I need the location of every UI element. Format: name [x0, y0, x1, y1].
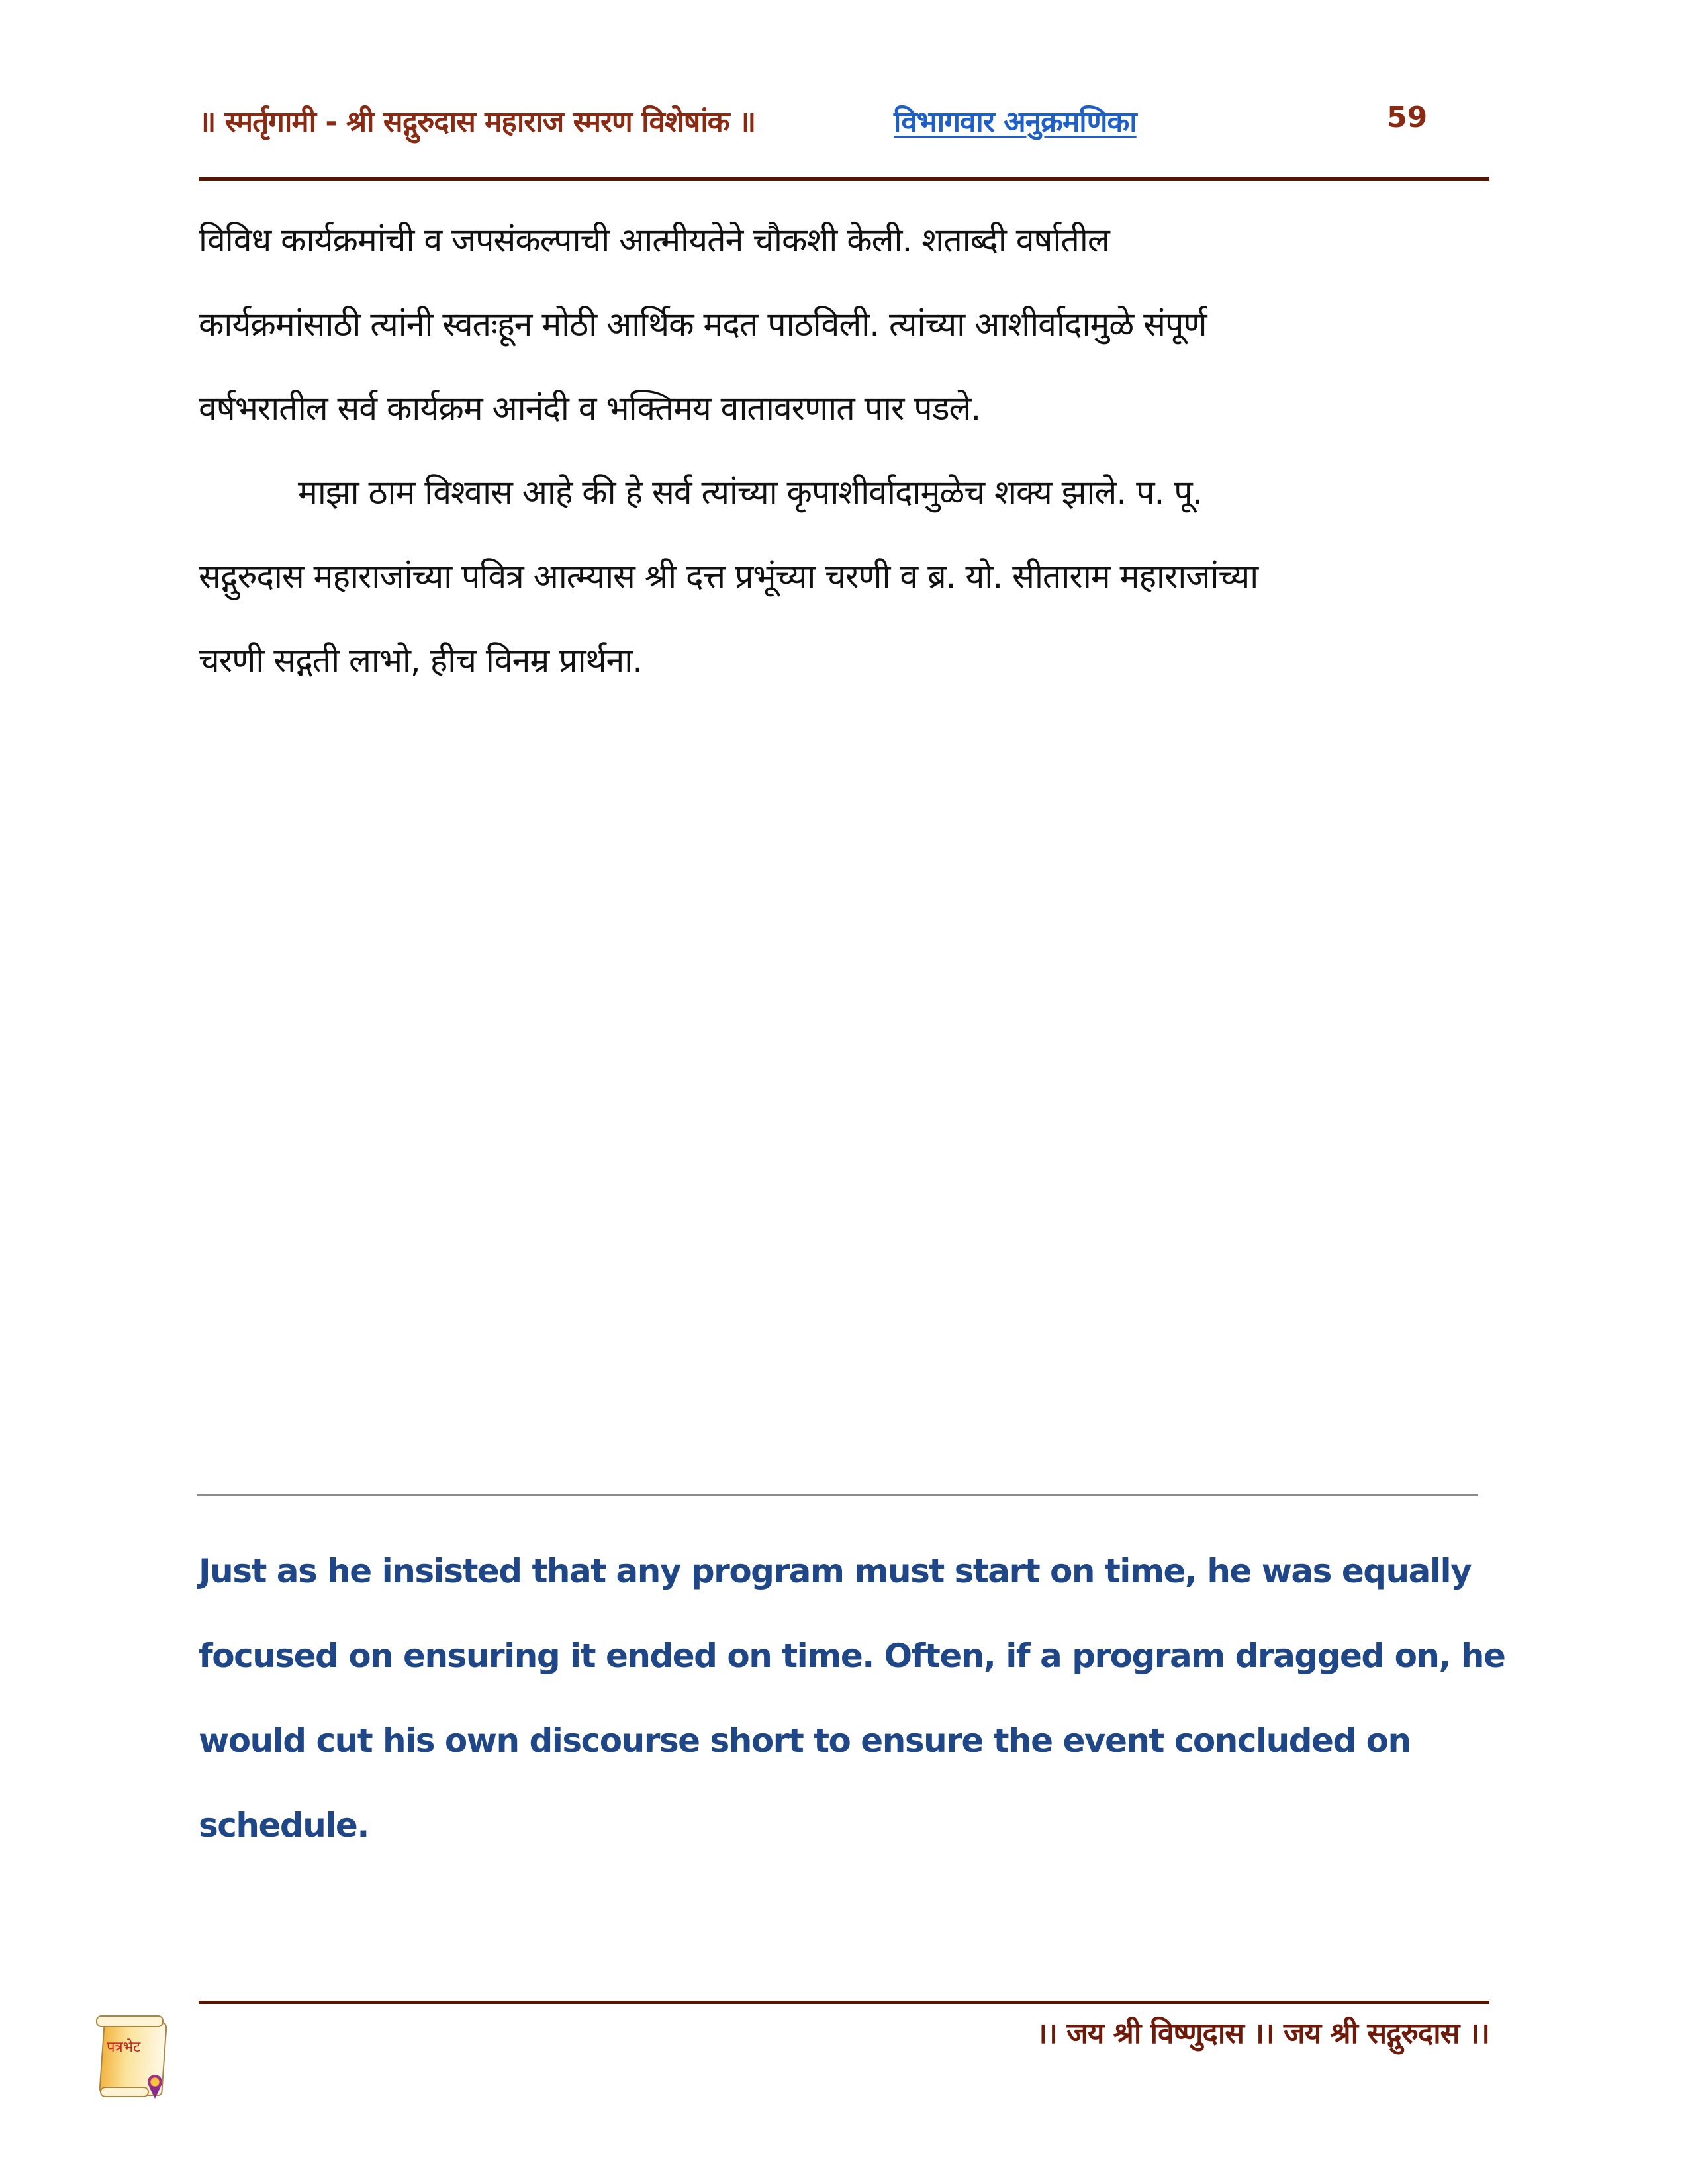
english-line: focused on ensuring it ended on time. Often, if a program dragged on, he — [199, 1637, 1505, 1675]
scroll-roll-bottom — [100, 2087, 149, 2097]
scroll-roll-top — [96, 2015, 164, 2027]
english-translation — [199, 1529, 1505, 1868]
marathi-line: कार्यक्रमांसाठी त्यांनी स्वतःहून मोठी आर्थिक मदत पाठविली. त्यांच्या आशीर्वादामुळे संपूर्ण — [199, 305, 1207, 343]
page-number: 59 — [1387, 101, 1428, 134]
patrabhet-scroll-logo-icon — [96, 2015, 169, 2101]
marathi-line: सद्गुरुदास महाराजांच्या पवित्र आत्म्यास श्री दत्त प्रभूंच्या चरणी व ब्र. यो. सीताराम महाराजांच्या — [199, 557, 1258, 596]
english-line: Just as he insisted that any program must start on time, he was equally — [199, 1552, 1472, 1590]
section-index-link[interactable]: विभागवार अनुक्रमणिका — [894, 105, 1137, 139]
english-line: would cut his own discourse short to ensure the event concluded on — [199, 1721, 1411, 1760]
publication-title: ॥ स्मर्तृगामी - श्री सद्गुरुदास महाराज स्मरण विशेषांक ॥ — [199, 105, 756, 139]
logo-title: पत्रभेट — [107, 2039, 141, 2056]
running-header — [199, 93, 1489, 152]
english-line: schedule. — [199, 1806, 369, 1844]
marathi-paragraphs — [199, 199, 1496, 703]
section-divider — [197, 1494, 1478, 1496]
footer-rule — [199, 2001, 1489, 2004]
marathi-line: विविध कार्यक्रमांची व जपसंकल्पाची आत्मीयतेने चौकशी केली. शताब्दी वर्षातील — [199, 221, 1109, 259]
marathi-line: वर्षभरातील सर्व कार्यक्रम आनंदी व भक्तिमय वातावरणात पार पडले. — [199, 389, 981, 428]
marathi-line: माझा ठाम विश्वास आहे की हे सर्व त्यांच्या कृपाशीर्वादामुळेच शक्य झाले. प. पू. — [298, 473, 1202, 512]
marathi-line: चरणी सद्गती लाभो, हीच विनम्र प्रार्थना. — [199, 641, 643, 680]
footer-salutation: ।। जय श्री विष्णुदास ।। जय श्री सद्गुरुदास ।। — [1036, 2017, 1489, 2050]
header-rule — [199, 177, 1489, 181]
ribbon-tail-icon — [149, 2087, 161, 2099]
